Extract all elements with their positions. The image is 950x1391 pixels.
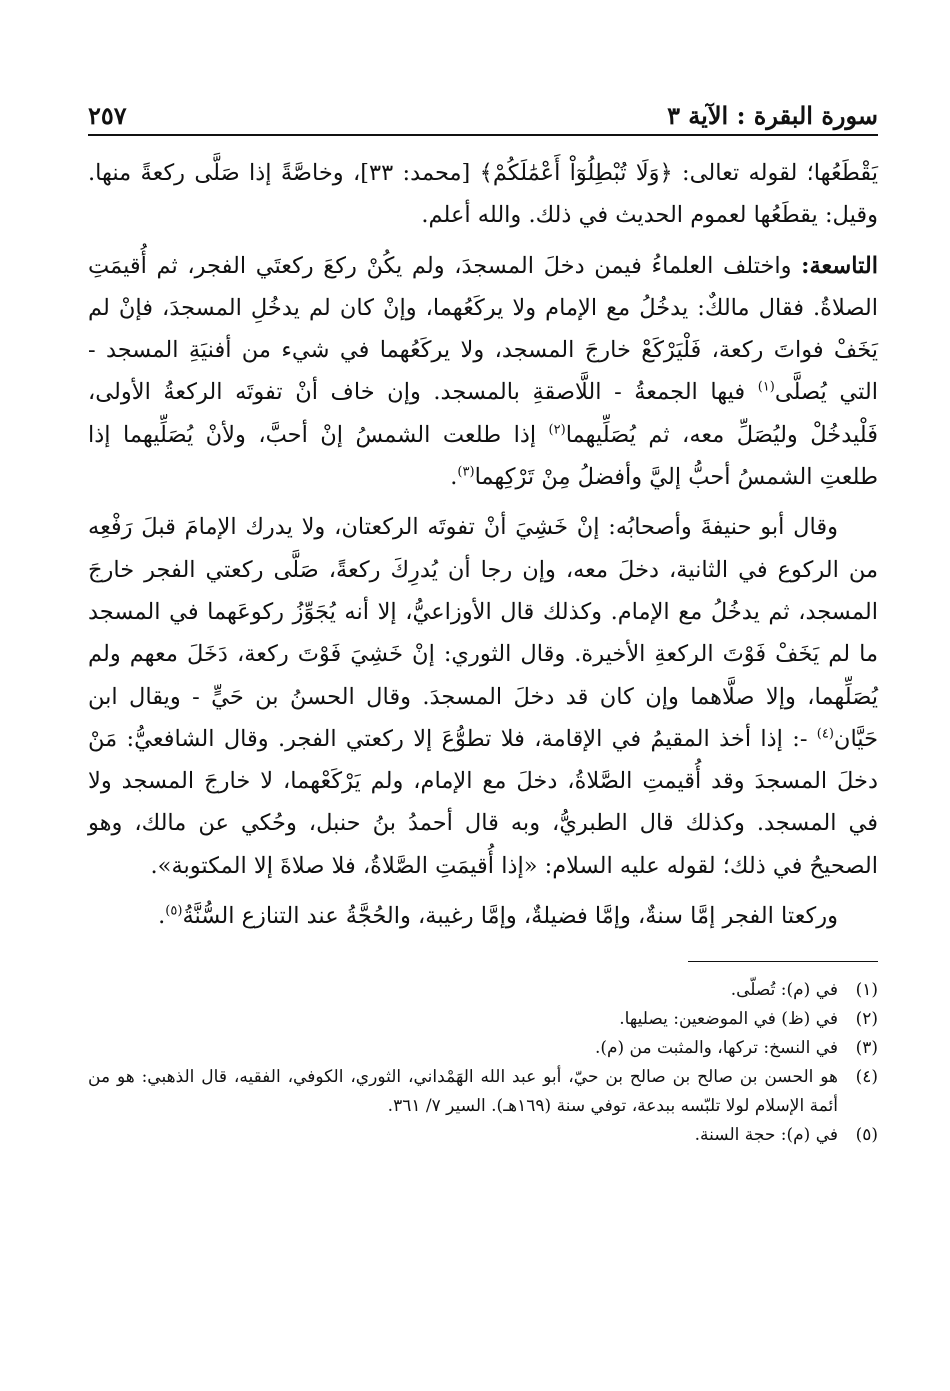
paragraph-1: يَقْطَعُها؛ لقوله تعالى: ﴿وَلَا تُبْطِلُوٓاْ أَعْمَٰلَكُمْ﴾ [محمد: ٣٣]، وخاصَّةً إذا صَلَّى ركعةً منها. وقيل: يقطَعُها لعموم الحديث في ذلك. والله أعلم. [88,160,878,229]
footnote-number: (١) [855,980,878,1001]
footnotes [88,976,878,1150]
paragraph-4-part-a: وركعتا الفجر إمَّا سنةٌ، وإمَّا فضيلةٌ، وإمَّا رغيبة، والحُجَّةُ عند التنازع السُّنَّةُ [182,903,838,930]
footnote-ref-1[interactable]: (١) [757,379,775,395]
main-text [88,152,878,937]
footnote-ref-4[interactable]: (٤) [816,726,834,742]
footnote-text: هو الحسن بن صالح بن صالح بن حيّ، أبو عبد الله الهَمْداني، الثوري، الكوفي، الفقيه، قال الذهبي: هو من أئمة الإسلام لولا تلبّسه ببدعة، توفي سنة (١٦٩هـ). السير ٧/ ٣٦١. [88,1067,838,1117]
footnote-text: في (م): تُصلّى. [730,980,838,1001]
footnote-item [88,1005,878,1034]
footnote-ref-3[interactable]: (٣) [457,464,475,480]
footnote-number: (٣) [855,1038,878,1059]
paragraph-3-part-a: وقال أبو حنيفةَ وأصحابُه: إنْ خَشِيَ أنْ تفوتَه الركعتان، ولا يدرك الإمامَ قبلَ رَفْعِه من الركوع في الثانية، دخلَ معه، وإن رجا أن يُدرِكَ ركعةً، صَلَّى ركعتي الفجر خارجَ المسجد، ثم يدخُلُ مع الإمام. وكذلك قال الأوزاعيُّ، إلا أنه يُجَوِّزُ ركوعَهما في المسجد ما لم يَخَفْ فَوْتَ الركعةِ الأخيرة. وقال الثوري: إنْ خَشِيَ فَوْتَ ركعة، دَخَلَ معهم ولم يُصَلِّهما، وإلا صلَّاهما وإن كان قد دخلَ المسجدَ. وقال الحسنُ بن حَيٍّ - ويقال ابن حَيَّان [88,514,878,752]
paragraph-2-part-a: واختلف العلماءُ فيمن دخلَ المسجدَ، ولم يكُنْ ركعَ ركعتَي الفجر، ثم أُقيمَتِ الصلاةُ. فقال مالكٌ: يدخُلُ مع الإمام ولا يركَعُهما، وإنْ كان لم يدخُلِ المسجدَ، فإنْ لم يَخَفْ فواتَ ركعة، فَلْيَرْكَعْ خارجَ المسجد، ولا يركَعُهما في شيء من أفنيَةِ المسجد - التي يُصلَّى [88,252,879,406]
paragraph-3-part-b: -: إذا أخذ المقيمُ في الإقامة، فلا تطوُّعَ إلا ركعتي الفجر. وقال الشافعيُّ: مَنْ دخلَ المسجدَ وقد أُقيمتِ الصَّلاةُ، دخلَ مع الإمام، ولم يَرْكَعْهما، لا خارجَ المسجد ولا في المسجد. وكذلك قال الطبريُّ، وبه قال أحمدُ بنُ حنبل، وحُكي عن مالك، وهو الصحيحُ في ذلك؛ لقوله عليه السلام: «إذا أُقيمَتِ الصَّلاةُ، فلا صلاةَ إلا المكتوبة». [88,725,878,879]
footnote-ref-2[interactable]: (٢) [548,422,566,438]
footnote-item [88,1034,878,1063]
footnote-item [88,976,878,1005]
paragraph-3 [88,506,878,887]
paragraph-2-part-b: فيها الجمعةُ - اللَّاصقةِ بالمسجد. وإن خاف أنْ تفوتَه الركعةُ الأولى، فَلْيدخُلْ وليُصَلِّ معه، ثم يُصَلِّيهما [88,379,878,448]
paragraph-2 [88,245,878,499]
paragraph-label: التاسعة: [801,252,878,279]
footnote-text: في (م): حجة السنة. [694,1125,838,1146]
page-number: ٢٥٧ [88,101,127,130]
footnote-text: في (ظ) في الموضعين: يصليها. [619,1009,838,1030]
footnote-rule [688,961,878,962]
document-page [88,92,878,1150]
footnote-item [88,1121,878,1150]
paragraph-2-part-c: إذا طلعت الشمسُ إنْ أحبَّ، ولأنْ يُصَلِّيهما إذا طلعتِ الشمسُ أحبُّ إليَّ وأفضلُ مِنْ تَرْكِهما [88,421,878,491]
footnote-number: (٥) [855,1125,878,1146]
paragraph-4 [88,895,878,937]
footnote-text: في النسخ: تركها، والمثبت من (م). [594,1038,838,1059]
footnote-ref-5[interactable]: (٥) [165,903,183,919]
running-head [88,92,878,130]
section-title: سورة البقرة : الآية ٣ [667,101,878,130]
footnote-number: (٤) [855,1067,878,1088]
footnote-number: (٢) [855,1009,878,1030]
footnote-item [88,1063,878,1121]
paragraph-2-part-d: . [450,464,458,491]
paragraph-4-part-b: . [158,903,166,930]
header-rule [88,134,878,136]
